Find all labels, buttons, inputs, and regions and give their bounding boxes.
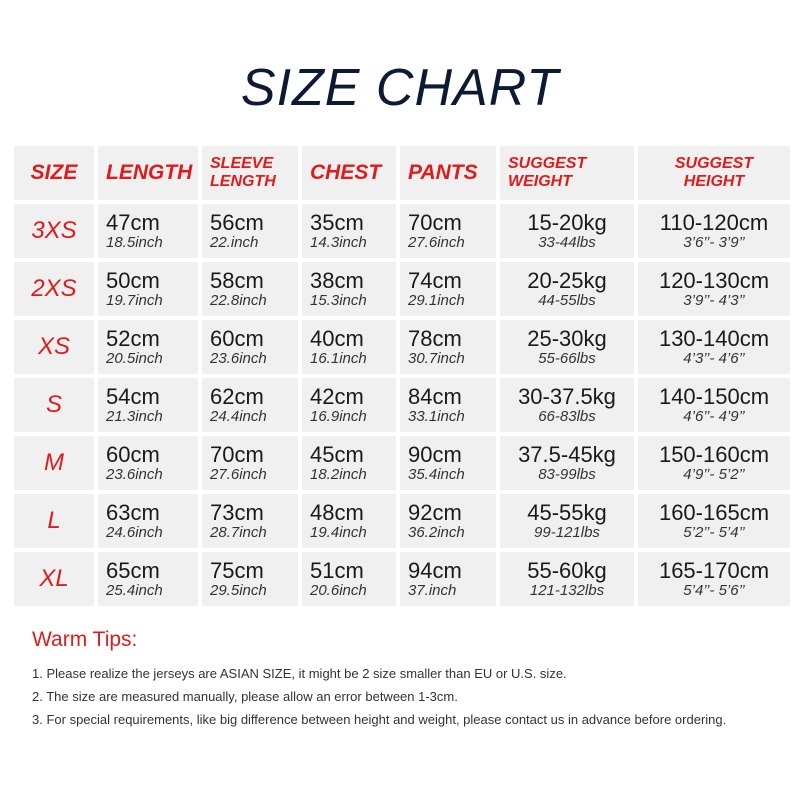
pants-cm: 84cm (408, 383, 462, 409)
length-cm: 65cm (106, 557, 160, 583)
size-value: XS (37, 333, 70, 360)
sleeve-inch: 22.inch (210, 233, 259, 251)
pants-cell (400, 204, 496, 258)
height-ft: 3’6’’- 3’9’’ (683, 233, 745, 251)
pants-inch: 35.4inch (408, 465, 465, 483)
chest-cm: 35cm (310, 209, 364, 235)
header-suggest-weight (500, 146, 634, 200)
height-ft: 5’2’’- 5’4’’ (683, 523, 745, 541)
warm-tips (32, 628, 792, 731)
weight-cell (500, 436, 634, 490)
size-label (14, 378, 94, 432)
height-cell (638, 262, 790, 316)
length-cell (98, 494, 198, 548)
pants-inch: 27.6inch (408, 233, 465, 251)
height-cell (638, 436, 790, 490)
weight-kg: 55-60kg (527, 557, 607, 583)
sleeve-cell (202, 262, 298, 316)
size-label (14, 436, 94, 490)
page-title: SIZE CHART (240, 59, 560, 117)
chest-cm: 48cm (310, 499, 364, 525)
chest-inch: 16.9inch (310, 407, 367, 425)
size-label (14, 494, 94, 548)
height-cell (638, 552, 790, 606)
height-cm: 160-165cm (658, 499, 770, 525)
length-cm: 54cm (106, 383, 160, 409)
sleeve-cell (202, 378, 298, 432)
length-cell (98, 262, 198, 316)
size-label (14, 552, 94, 606)
weight-cell (500, 262, 634, 316)
size-value: XL (39, 565, 69, 592)
sleeve-cm: 75cm (210, 557, 264, 583)
height-cm: 150-160cm (658, 441, 770, 467)
sleeve-inch: 28.7inch (210, 523, 267, 541)
chest-cm: 40cm (310, 325, 364, 351)
size-label (14, 262, 94, 316)
size-value: 2XS (31, 275, 77, 302)
chest-inch: 15.3inch (310, 291, 367, 309)
sleeve-inch: 23.6inch (210, 349, 267, 367)
height-cm: 120-130cm (658, 267, 770, 293)
weight-cell (500, 494, 634, 548)
length-cm: 50cm (106, 267, 160, 293)
height-cm: 165-170cm (658, 557, 770, 583)
height-cell (638, 204, 790, 258)
height-cell (638, 320, 790, 374)
height-ft: 5’4’’- 5’6’’ (683, 581, 745, 599)
chest-cell (302, 436, 396, 490)
pants-cm: 90cm (408, 441, 462, 467)
chest-cell (302, 262, 396, 316)
length-cell (98, 204, 198, 258)
height-ft: 3’9’’- 4’3’’ (683, 291, 745, 309)
weight-kg: 15-20kg (527, 209, 607, 235)
chest-inch: 14.3inch (310, 233, 367, 251)
chest-cm: 51cm (310, 557, 364, 583)
tip-item: 2. The size are measured manually, please allow an error between 1-3cm. (32, 689, 458, 704)
chest-inch: 18.2inch (310, 465, 367, 483)
height-cm: 130-140cm (658, 325, 770, 351)
sleeve-cm: 62cm (210, 383, 264, 409)
weight-cell (500, 204, 634, 258)
weight-lbs: 99-121lbs (534, 523, 600, 541)
chest-cm: 42cm (310, 383, 364, 409)
pants-cm: 78cm (408, 325, 462, 351)
size-value: L (47, 507, 61, 534)
chest-cm: 38cm (310, 267, 364, 293)
length-cell (98, 320, 198, 374)
pants-cell (400, 262, 496, 316)
weight-kg: 45-55kg (527, 499, 607, 525)
sleeve-inch: 24.4inch (210, 407, 267, 425)
weight-lbs: 66-83lbs (538, 407, 596, 425)
height-cell (638, 378, 790, 432)
tips-title: Warm Tips: (32, 628, 138, 651)
tip-item: 3. For special requirements, like big difference between height and weight, please contact us in advance before ordering. (32, 712, 727, 727)
weight-lbs: 44-55lbs (538, 291, 596, 309)
header-height-line2: HEIGHT (683, 173, 745, 190)
pants-cell (400, 552, 496, 606)
length-inch: 23.6inch (106, 465, 163, 483)
chest-cell (302, 552, 396, 606)
pants-inch: 36.2inch (408, 523, 465, 541)
sleeve-inch: 22.8inch (210, 291, 267, 309)
length-inch: 24.6inch (106, 523, 163, 541)
header-size: SIZE (14, 146, 94, 200)
length-inch: 18.5inch (106, 233, 163, 251)
sleeve-cm: 60cm (210, 325, 264, 351)
sleeve-inch: 29.5inch (210, 581, 267, 599)
weight-lbs: 55-66lbs (538, 349, 596, 367)
length-cm: 47cm (106, 209, 160, 235)
length-cm: 60cm (106, 441, 160, 467)
chest-inch: 20.6inch (310, 581, 367, 599)
header-sleeve-length (202, 146, 298, 200)
size-value: 3XS (31, 217, 77, 244)
chest-cell (302, 378, 396, 432)
pants-inch: 30.7inch (408, 349, 465, 367)
size-value: S (45, 391, 62, 418)
chest-cell (302, 494, 396, 548)
header-suggest-height (638, 146, 790, 200)
pants-inch: 37.inch (408, 581, 457, 599)
sleeve-cm: 58cm (210, 267, 264, 293)
pants-inch: 29.1inch (408, 291, 465, 309)
length-cm: 52cm (106, 325, 160, 351)
header-weight-line1: SUGGEST (508, 155, 587, 172)
size-label (14, 204, 94, 258)
height-cm: 140-150cm (658, 383, 770, 409)
length-cm: 63cm (106, 499, 160, 525)
length-inch: 21.3inch (106, 407, 163, 425)
weight-lbs: 83-99lbs (538, 465, 596, 483)
pants-cell (400, 436, 496, 490)
pants-cell (400, 320, 496, 374)
sleeve-inch: 27.6inch (210, 465, 267, 483)
sleeve-cell (202, 494, 298, 548)
sleeve-cell (202, 204, 298, 258)
sleeve-cm: 73cm (210, 499, 264, 525)
length-cell (98, 552, 198, 606)
length-cell (98, 436, 198, 490)
header-pants: PANTS (400, 146, 496, 200)
sleeve-cm: 70cm (210, 441, 264, 467)
pants-cm: 70cm (408, 209, 462, 235)
height-ft: 4’9’’- 5’2’’ (683, 465, 745, 483)
chest-cell (302, 320, 396, 374)
chest-cell (302, 204, 396, 258)
pants-inch: 33.1inch (408, 407, 465, 425)
height-ft: 4’6’’- 4’9’’ (683, 407, 745, 425)
header-sleeve-line2: LENGTH (210, 173, 276, 190)
chest-inch: 19.4inch (310, 523, 367, 541)
size-value: M (44, 449, 64, 476)
header-length: LENGTH (98, 146, 198, 200)
size-table (14, 146, 790, 606)
weight-kg: 25-30kg (527, 325, 607, 351)
weight-kg: 37.5-45kg (518, 441, 616, 467)
header-sleeve-line1: SLEEVE (210, 155, 274, 172)
chest-inch: 16.1inch (310, 349, 367, 367)
pants-cell (400, 378, 496, 432)
tip-item: 1. Please realize the jerseys are ASIAN SIZE, it might be 2 size smaller than EU or U.S. size. (32, 666, 567, 681)
weight-lbs: 121-132lbs (529, 581, 605, 599)
pants-cm: 74cm (408, 267, 462, 293)
height-ft: 4’3’’- 4’6’’ (683, 349, 745, 367)
sleeve-cell (202, 552, 298, 606)
weight-lbs: 33-44lbs (538, 233, 596, 251)
header-height-line1: SUGGEST (674, 155, 754, 172)
weight-kg: 30-37.5kg (518, 383, 616, 409)
weight-cell (500, 378, 634, 432)
length-cell (98, 378, 198, 432)
header-chest: CHEST (302, 146, 396, 200)
weight-cell (500, 552, 634, 606)
sleeve-cell (202, 320, 298, 374)
chest-cm: 45cm (310, 441, 364, 467)
size-label (14, 320, 94, 374)
height-cm: 110-120cm (659, 209, 769, 235)
length-inch: 19.7inch (106, 291, 163, 309)
sleeve-cell (202, 436, 298, 490)
pants-cell (400, 494, 496, 548)
pants-cm: 92cm (408, 499, 462, 525)
pants-cm: 94cm (408, 557, 462, 583)
length-inch: 25.4inch (106, 581, 163, 599)
length-inch: 20.5inch (106, 349, 163, 367)
sleeve-cm: 56cm (210, 209, 264, 235)
weight-kg: 20-25kg (527, 267, 607, 293)
height-cell (638, 494, 790, 548)
header-weight-line2: WEIGHT (508, 173, 572, 190)
weight-cell (500, 320, 634, 374)
